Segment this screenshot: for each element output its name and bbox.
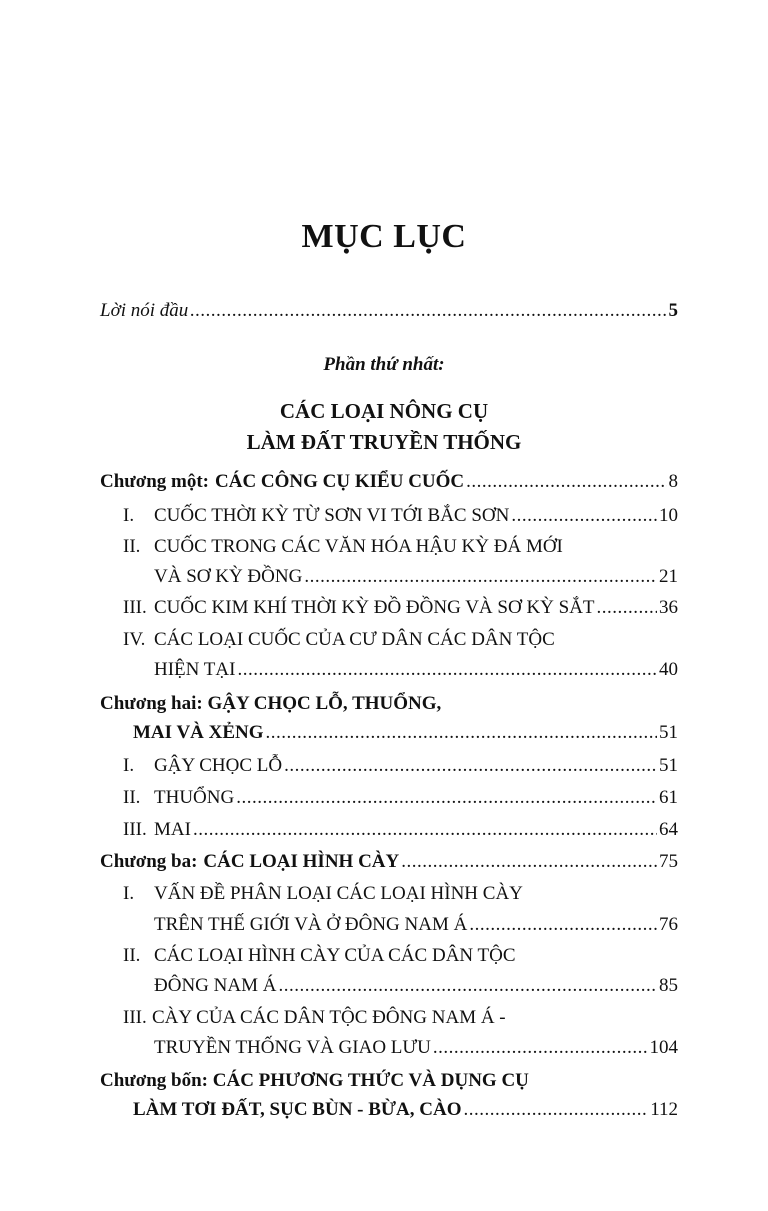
toc-entry-chapter-4[interactable] <box>100 1068 529 1094</box>
page-title: MỤC LỤC <box>301 218 467 255</box>
dot-leader <box>469 912 657 938</box>
section-number: II. <box>123 536 141 557</box>
chapter-title-line1: GẬY CHỌC LỖ, THUỔNG, <box>207 693 442 714</box>
toc-entry-section[interactable] <box>154 503 678 529</box>
chapter-title-line1: CÁC PHƯƠNG THỨC VÀ DỤNG CỤ <box>212 1070 529 1091</box>
section-number: II. <box>123 787 141 808</box>
page-number: 51 <box>659 755 678 776</box>
dot-leader <box>466 469 666 495</box>
dot-leader <box>401 849 657 875</box>
section-number: I. <box>123 505 135 526</box>
section-title-line2: HIỆN TẠI <box>154 659 236 680</box>
dot-leader <box>237 657 657 683</box>
dot-leader <box>304 564 657 590</box>
page-number: 8 <box>668 471 678 492</box>
page-number: 36 <box>659 597 678 618</box>
toc-entry-section[interactable] <box>154 1035 678 1061</box>
dot-leader <box>463 1097 648 1123</box>
page-number: 40 <box>659 659 678 680</box>
page-number: 51 <box>659 722 678 743</box>
section-number: I. <box>123 755 135 776</box>
section-title-line1: CÁC LOẠI HÌNH CÀY CỦA CÁC DÂN TỘC <box>154 945 516 966</box>
page-number: 85 <box>659 975 678 996</box>
toc-entry-section[interactable] <box>154 973 678 999</box>
dot-leader <box>266 720 657 746</box>
section-title-line1: CÀY CỦA CÁC DÂN TỘC ĐÔNG NAM Á - <box>152 1007 506 1028</box>
toc-entry-section[interactable] <box>154 657 678 683</box>
toc-entry-section[interactable] <box>154 785 678 811</box>
page-number: 75 <box>659 851 678 872</box>
section-number: III. <box>123 597 147 618</box>
page-number: 21 <box>659 566 678 587</box>
chapter-prefix: Chương ba: <box>100 851 198 872</box>
chapter-title-line2: MAI VÀ XẺNG <box>133 722 264 743</box>
toc-entry-section[interactable] <box>154 753 678 779</box>
section-number: III. <box>123 1007 147 1028</box>
section-title-line1: CÁC LOẠI CUỐC CỦA CƯ DÂN CÁC DÂN TỘC <box>154 629 555 650</box>
section-title: CUỐC THỜI KỲ TỪ SƠN VI TỚI BẮC SƠN <box>154 505 510 526</box>
section-title-line1: CUỐC TRONG CÁC VĂN HÓA HẬU KỲ ĐÁ MỚI <box>154 536 563 557</box>
page-number: 76 <box>659 914 678 935</box>
part-label: Phần thứ nhất: <box>323 354 445 375</box>
section-title: THUỔNG <box>154 787 235 808</box>
dot-leader <box>236 785 657 811</box>
dot-leader <box>193 817 657 843</box>
chapter-title: CÁC CÔNG CỤ KIỂU CUỐC <box>215 471 465 492</box>
dot-leader <box>284 753 657 779</box>
section-title-line2: TRÊN THẾ GIỚI VÀ Ở ĐÔNG NAM Á <box>154 914 468 935</box>
page-number: 10 <box>659 505 678 526</box>
section-title-line2: VÀ SƠ KỲ ĐỒNG <box>154 566 303 587</box>
chapter-prefix: Chương bốn: <box>100 1070 208 1091</box>
page-number: 112 <box>650 1099 678 1120</box>
chapter-title-line2: LÀM TƠI ĐẤT, SỤC BÙN - BỪA, CÀO <box>133 1099 462 1120</box>
toc-entry-section[interactable] <box>154 564 678 590</box>
dot-leader <box>597 595 657 621</box>
page-number: 5 <box>668 300 678 321</box>
dot-leader <box>278 973 657 999</box>
section-number: IV. <box>123 629 146 650</box>
dot-leader <box>511 503 657 529</box>
section-title: MAI <box>154 819 191 840</box>
section-title-line1: VẤN ĐỀ PHÂN LOẠI CÁC LOẠI HÌNH CÀY <box>154 883 523 904</box>
toc-entry-chapter-2[interactable] <box>100 691 441 717</box>
chapter-title: CÁC LOẠI HÌNH CÀY <box>203 851 400 872</box>
toc-entry-section[interactable] <box>154 817 678 843</box>
section-title-line2: TRUYỀN THỐNG VÀ GIAO LƯU <box>154 1037 431 1058</box>
toc-entry-section[interactable] <box>154 595 678 621</box>
section-number: I. <box>123 883 135 904</box>
section-number: II. <box>123 945 141 966</box>
section-title: CUỐC KIM KHÍ THỜI KỲ ĐỒ ĐỒNG VÀ SƠ KỲ SẮT <box>154 597 595 618</box>
page-number: 61 <box>659 787 678 808</box>
part-title-line1: CÁC LOẠI NÔNG CỤ <box>279 399 489 423</box>
dot-leader <box>433 1035 648 1061</box>
section-title-line2: ĐÔNG NAM Á <box>154 975 277 996</box>
section-number: III. <box>123 819 147 840</box>
toc-entry-chapter-4-cont[interactable] <box>133 1097 678 1123</box>
section-title: GẬY CHỌC LỖ <box>154 755 283 776</box>
page-number: 64 <box>659 819 678 840</box>
toc-entry-chapter-1[interactable] <box>100 469 678 495</box>
chapter-prefix: Chương hai: <box>100 693 203 714</box>
part-title-line2: LÀM ĐẤT TRUYỀN THỐNG <box>246 430 522 454</box>
page-number: 104 <box>649 1037 678 1058</box>
toc-entry-label: Lời nói đầu <box>100 300 189 321</box>
toc-entry-section[interactable] <box>154 912 678 938</box>
toc-entry-chapter-2-cont[interactable] <box>133 720 678 746</box>
dot-leader <box>190 298 666 324</box>
toc-entry-chapter-3[interactable] <box>100 849 678 875</box>
chapter-prefix: Chương một: <box>100 471 210 492</box>
toc-entry-preface[interactable] <box>100 298 678 324</box>
